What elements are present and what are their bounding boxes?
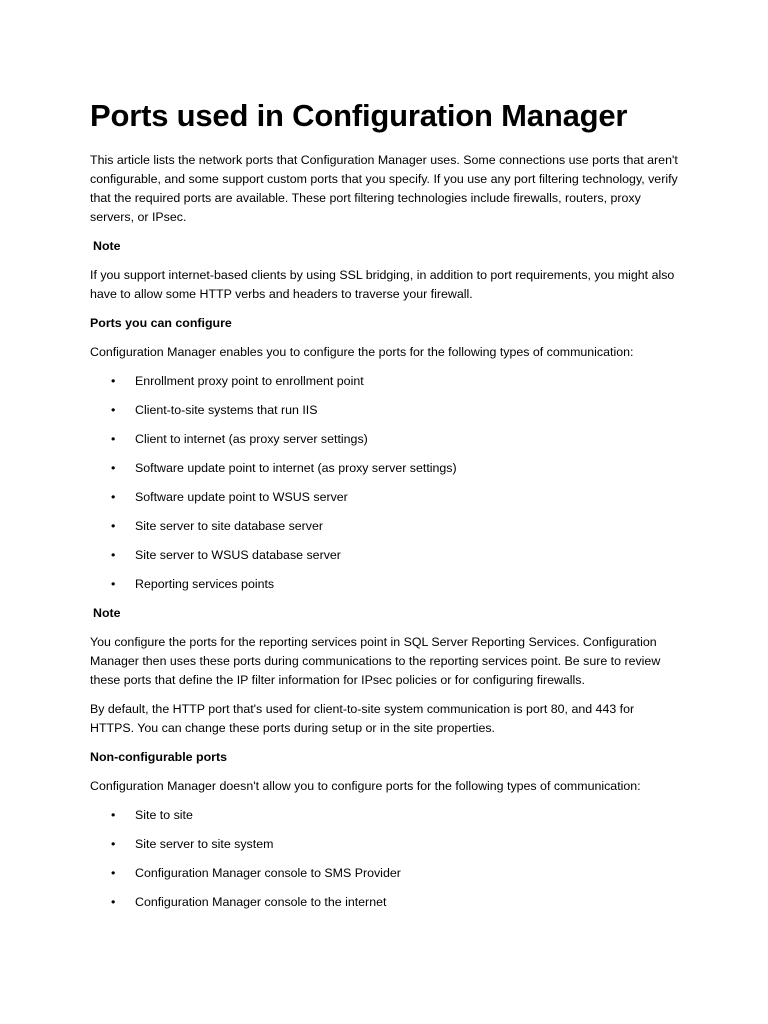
configurable-ports-list xyxy=(90,372,678,594)
bullet-icon: • xyxy=(111,895,116,909)
list-item xyxy=(90,488,678,507)
bullet-icon: • xyxy=(111,432,116,446)
bullet-icon: • xyxy=(111,577,116,591)
note-label: Note xyxy=(93,606,121,620)
list-item-text: Site server to site system xyxy=(135,837,274,851)
bullet-icon: • xyxy=(111,490,116,504)
list-item xyxy=(90,893,678,912)
list-item xyxy=(90,806,678,825)
list-item-text: Client to internet (as proxy server settings) xyxy=(135,432,368,446)
list-item-text: Client-to-site systems that run IIS xyxy=(135,403,318,417)
list-item xyxy=(90,430,678,449)
list-item xyxy=(90,517,678,536)
bullet-icon: • xyxy=(111,808,116,822)
list-item-text: Site server to site database server xyxy=(135,519,324,533)
list-item-text: Enrollment proxy point to enrollment point xyxy=(135,374,364,388)
list-item-text: Software update point to WSUS server xyxy=(135,490,348,504)
list-item-text: Configuration Manager console to the internet xyxy=(135,895,387,909)
list-item xyxy=(90,546,678,565)
list-item-text: Software update point to internet (as proxy server settings) xyxy=(135,461,457,475)
bullet-icon: • xyxy=(111,519,116,533)
bullet-icon: • xyxy=(111,837,116,851)
bullet-icon: • xyxy=(111,548,116,562)
list-item xyxy=(90,372,678,391)
bullet-icon: • xyxy=(111,866,116,880)
list-item xyxy=(90,864,678,883)
list-item xyxy=(90,459,678,478)
note-text: If you support internet-based clients by using SSL bridging, in addition to port requirements, you might also have to allow some HTTP verbs and headers to traverse your firewall. xyxy=(90,268,675,301)
list-item-text: Site server to WSUS database server xyxy=(135,548,341,562)
intro-paragraph: This article lists the network ports that Configuration Manager uses. Some connections use ports that aren't configurable, and some support custom ports that you specify. If you use any port filtering technology, verify that the required ports are available. These port filtering technologies include firewalls, routers, proxy servers, or IPsec. xyxy=(90,153,678,224)
note-text: You configure the ports for the reporting services point in SQL Server Reporting Services. Configuration Manager then uses these ports during communications to the reporting services point. Be sure to review these ports that define the IP filter information for IPsec policies or for configuring firewalls. xyxy=(90,635,661,687)
section-heading-nonconfigurable: Non-configurable ports xyxy=(90,750,227,764)
bullet-icon: • xyxy=(111,461,116,475)
section-heading-configurable: Ports you can configure xyxy=(90,316,232,330)
list-item xyxy=(90,401,678,420)
list-item xyxy=(90,835,678,854)
bullet-icon: • xyxy=(111,403,116,417)
note-label: Note xyxy=(93,239,121,253)
list-item xyxy=(90,575,678,594)
section-intro-configurable: Configuration Manager enables you to configure the ports for the following types of communication: xyxy=(90,345,634,359)
list-item-text: Reporting services points xyxy=(135,577,275,591)
list-item-text: Configuration Manager console to SMS Provider xyxy=(135,866,401,880)
default-ports-paragraph: By default, the HTTP port that's used for client-to-site system communication is port 80, and 443 for HTTPS. You can change these ports during setup or in the site properties. xyxy=(90,702,635,735)
section-intro-nonconfigurable: Configuration Manager doesn't allow you to configure ports for the following types of communication: xyxy=(90,779,641,793)
list-item-text: Site to site xyxy=(135,808,193,822)
page-title: Ports used in Configuration Manager xyxy=(90,98,628,133)
bullet-icon: • xyxy=(111,374,116,388)
nonconfigurable-ports-list xyxy=(90,806,678,912)
